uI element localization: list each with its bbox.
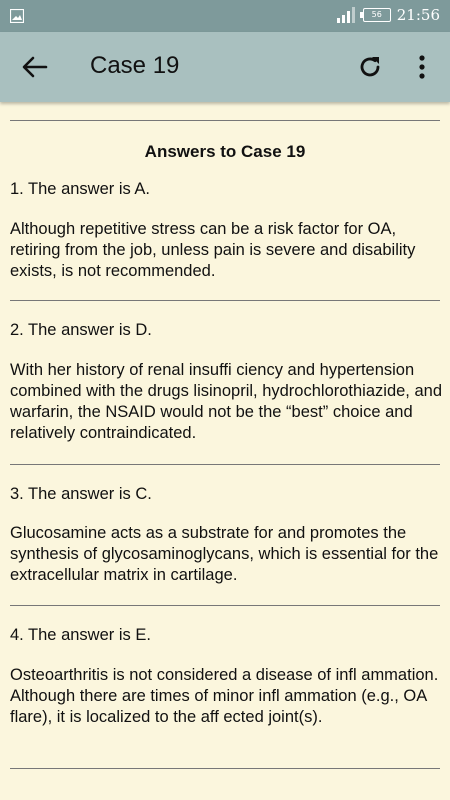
answer-explanation: With her history of renal insuffi ciency and hypertension combined with the drugs lisinopril, hydrochlorothiazide, and warfarin, the NSAID would not be the “best” choice and relatively contraindicated.	[10, 361, 442, 442]
back-arrow-icon[interactable]	[20, 53, 50, 81]
status-bar	[0, 0, 450, 32]
answer-line: 1. The answer is A.	[10, 180, 151, 198]
answer-line: 3. The answer is C.	[10, 485, 152, 503]
divider	[10, 300, 440, 301]
divider	[10, 464, 440, 465]
answer-explanation: Although repetitive stress can be a risk factor for OA, retiring from the job, unless pain is severe and disability exists, is not recommended.	[10, 220, 416, 280]
answer-line: 4. The answer is E.	[10, 626, 151, 644]
status-icons	[335, 6, 440, 24]
divider	[10, 768, 440, 769]
signal-icon	[335, 6, 357, 24]
divider	[10, 120, 440, 121]
divider	[10, 605, 440, 606]
answers-content	[0, 102, 450, 800]
answer-explanation: Osteoarthritis is not considered a disease of infl ammation. Although there are times of minor infl ammation (e.g., OA flare), it is localized to the aff ected joint(s).	[10, 666, 439, 726]
image-notification-icon	[10, 9, 24, 23]
status-time: 21:56	[396, 6, 440, 24]
answer-line: 2. The answer is D.	[10, 321, 152, 339]
app-bar	[0, 32, 450, 102]
refresh-icon[interactable]	[356, 53, 384, 81]
page-title: Case 19	[90, 52, 180, 79]
answer-explanation: Glucosamine acts as a substrate for and promotes the synthesis of glycosaminoglycans, which is essential for the extracellular matrix in cartilage.	[10, 524, 439, 584]
more-vertical-icon[interactable]	[410, 52, 434, 82]
battery-icon: 56	[363, 8, 391, 22]
answers-heading: Answers to Case 19	[144, 142, 306, 161]
